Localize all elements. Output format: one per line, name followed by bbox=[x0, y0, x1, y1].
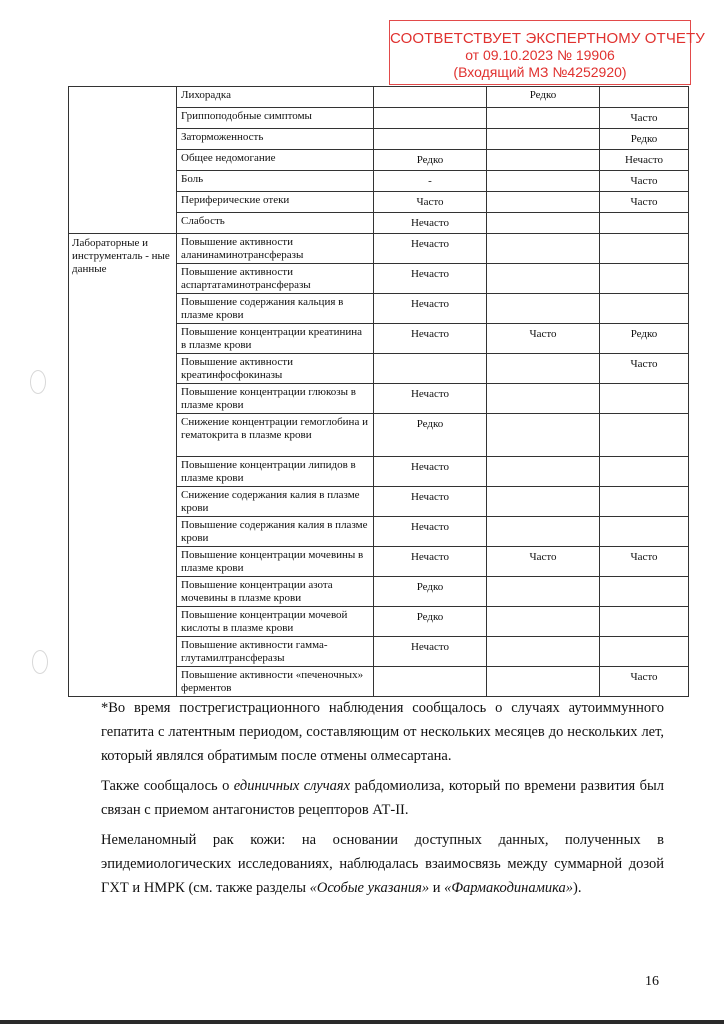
note-text: ). bbox=[573, 880, 582, 896]
note-text: Немеланомный рак кожи: на основании доступных данных, полученных в эпидемиологических исследованиях, наблюдалась взаимосвязь между суммарной дозой ГХТ и НМРК (см. также разделы bbox=[101, 832, 664, 896]
effect-cell: Повышение активности «печеночных» ферментов bbox=[177, 667, 374, 697]
frequency-cell: Нечасто bbox=[374, 517, 487, 547]
frequency-cell bbox=[374, 108, 487, 129]
effect-cell: Повышение концентрации креатинина в плазме крови bbox=[177, 324, 374, 354]
frequency-cell bbox=[487, 607, 600, 637]
frequency-cell bbox=[600, 294, 689, 324]
frequency-cell: Часто bbox=[600, 192, 689, 213]
page-number: 16 bbox=[645, 974, 659, 989]
frequency-cell bbox=[487, 637, 600, 667]
frequency-cell bbox=[487, 192, 600, 213]
frequency-cell bbox=[487, 577, 600, 607]
note-rhabdomyolysis bbox=[101, 774, 664, 822]
frequency-cell bbox=[487, 384, 600, 414]
frequency-cell bbox=[487, 414, 600, 457]
effect-cell: Снижение содержания калия в плазме крови bbox=[177, 487, 374, 517]
frequency-cell: Часто bbox=[600, 547, 689, 577]
frequency-cell bbox=[600, 213, 689, 234]
frequency-cell: Часто bbox=[374, 192, 487, 213]
frequency-cell bbox=[487, 108, 600, 129]
note-skin-cancer bbox=[101, 828, 664, 900]
effect-cell: Слабость bbox=[177, 213, 374, 234]
note-emphasis: единичных случаях bbox=[233, 778, 351, 794]
frequency-cell bbox=[374, 667, 487, 697]
frequency-cell bbox=[487, 150, 600, 171]
notes-section bbox=[101, 696, 664, 906]
frequency-cell: Редко bbox=[374, 150, 487, 171]
frequency-cell bbox=[374, 354, 487, 384]
frequency-cell: Нечасто bbox=[374, 637, 487, 667]
effect-cell: Повышение содержания кальция в плазме крови bbox=[177, 294, 374, 324]
frequency-cell bbox=[487, 457, 600, 487]
effect-cell: Повышение концентрации мочевины в плазме крови bbox=[177, 547, 374, 577]
frequency-cell bbox=[487, 171, 600, 192]
frequency-cell: Часто bbox=[600, 354, 689, 384]
frequency-cell bbox=[600, 87, 689, 108]
frequency-cell: Часто bbox=[487, 547, 600, 577]
effect-cell: Повышение активности аспартатаминотрансферазы bbox=[177, 264, 374, 294]
effect-cell: Повышение концентрации мочевой кислоты в плазме крови bbox=[177, 607, 374, 637]
scan-artifact bbox=[30, 370, 46, 394]
frequency-cell bbox=[487, 129, 600, 150]
stamp-line-3: (Входящий МЗ №4252920) bbox=[453, 64, 627, 80]
frequency-cell: Нечасто bbox=[374, 234, 487, 264]
frequency-cell bbox=[487, 487, 600, 517]
frequency-cell: Редко bbox=[600, 129, 689, 150]
frequency-cell bbox=[600, 607, 689, 637]
frequency-cell: Редко bbox=[374, 414, 487, 457]
frequency-cell: Нечасто bbox=[374, 324, 487, 354]
frequency-cell: Редко bbox=[487, 87, 600, 108]
frequency-cell: Редко bbox=[600, 324, 689, 354]
effect-cell: Лихорадка bbox=[177, 87, 374, 108]
frequency-cell: Нечасто bbox=[374, 213, 487, 234]
stamp-line-2: от 09.10.2023 № 19906 bbox=[465, 47, 615, 63]
frequency-cell: Часто bbox=[600, 108, 689, 129]
effect-cell: Заторможенность bbox=[177, 129, 374, 150]
frequency-cell bbox=[600, 517, 689, 547]
frequency-cell bbox=[600, 234, 689, 264]
frequency-cell: Часто bbox=[487, 324, 600, 354]
effect-cell: Повышение активности аланинаминотрансферазы bbox=[177, 234, 374, 264]
frequency-cell: Нечасто bbox=[374, 294, 487, 324]
frequency-cell bbox=[374, 87, 487, 108]
note-text: и bbox=[429, 880, 445, 896]
frequency-cell bbox=[487, 234, 600, 264]
frequency-cell: Нечасто bbox=[374, 547, 487, 577]
effect-cell: Повышение содержания калия в плазме крови bbox=[177, 517, 374, 547]
effect-cell: Снижение концентрации гемоглобина и гематокрита в плазме крови bbox=[177, 414, 374, 457]
frequency-cell: Редко bbox=[374, 607, 487, 637]
note-emphasis: «Фармакодинамика» bbox=[444, 880, 574, 896]
effect-cell: Повышение концентрации липидов в плазме крови bbox=[177, 457, 374, 487]
frequency-cell bbox=[487, 213, 600, 234]
frequency-cell: Нечасто bbox=[374, 264, 487, 294]
frequency-cell bbox=[600, 577, 689, 607]
frequency-cell: Часто bbox=[600, 667, 689, 697]
frequency-cell bbox=[600, 637, 689, 667]
effect-cell: Периферические отеки bbox=[177, 192, 374, 213]
effect-cell: Повышение концентрации азота мочевины в плазме крови bbox=[177, 577, 374, 607]
effect-cell: Боль bbox=[177, 171, 374, 192]
scan-edge bbox=[0, 1020, 724, 1024]
note-autoimmune-hepatitis: *Во время пострегистрационного наблюдения сообщалось о случаях аутоиммунного гепатита с латентным периодом, составляющим от нескольких месяцев до нескольких лет, который являлся обратимым после отмены олмесартана. bbox=[101, 700, 664, 764]
adverse-effects-table bbox=[68, 86, 689, 697]
frequency-cell: Нечасто bbox=[374, 384, 487, 414]
frequency-cell: Часто bbox=[600, 171, 689, 192]
effect-cell: Повышение активности гамма-глутамилтрансферазы bbox=[177, 637, 374, 667]
effect-cell: Повышение концентрации глюкозы в плазме крови bbox=[177, 384, 374, 414]
note-text: Также сообщалось о bbox=[101, 778, 234, 794]
approval-stamp bbox=[389, 20, 705, 85]
effect-cell: Гриппоподобные симптомы bbox=[177, 108, 374, 129]
frequency-cell: Нечасто bbox=[374, 457, 487, 487]
effect-cell: Общее недомогание bbox=[177, 150, 374, 171]
table-row bbox=[69, 87, 689, 108]
note-emphasis: «Особые указания» bbox=[309, 880, 430, 896]
table-row bbox=[69, 234, 689, 264]
effect-cell: Повышение активности креатинфосфокиназы bbox=[177, 354, 374, 384]
frequency-cell bbox=[487, 354, 600, 384]
scan-artifact bbox=[32, 650, 48, 674]
category-cell-lab: Лабораторные и инструменталь - ные данные bbox=[69, 234, 177, 697]
frequency-cell bbox=[600, 384, 689, 414]
frequency-cell bbox=[487, 264, 600, 294]
frequency-cell bbox=[600, 487, 689, 517]
frequency-cell bbox=[600, 414, 689, 457]
category-cell-empty bbox=[69, 87, 177, 234]
stamp-line-1: СООТВЕТСТВУЕТ ЭКСПЕРТНОМУ ОТЧЕТУ bbox=[390, 30, 705, 47]
frequency-cell bbox=[374, 129, 487, 150]
frequency-cell: Редко bbox=[374, 577, 487, 607]
frequency-cell: - bbox=[374, 171, 487, 192]
frequency-cell: Нечасто bbox=[600, 150, 689, 171]
frequency-cell bbox=[487, 517, 600, 547]
frequency-cell bbox=[600, 264, 689, 294]
frequency-cell: Нечасто bbox=[374, 487, 487, 517]
frequency-cell bbox=[487, 667, 600, 697]
note-text: рабдомиолиза, который по времени развития был связан с приемом антагонистов рецепторов АТ-II. bbox=[101, 778, 664, 818]
frequency-cell bbox=[487, 294, 600, 324]
frequency-cell bbox=[600, 457, 689, 487]
